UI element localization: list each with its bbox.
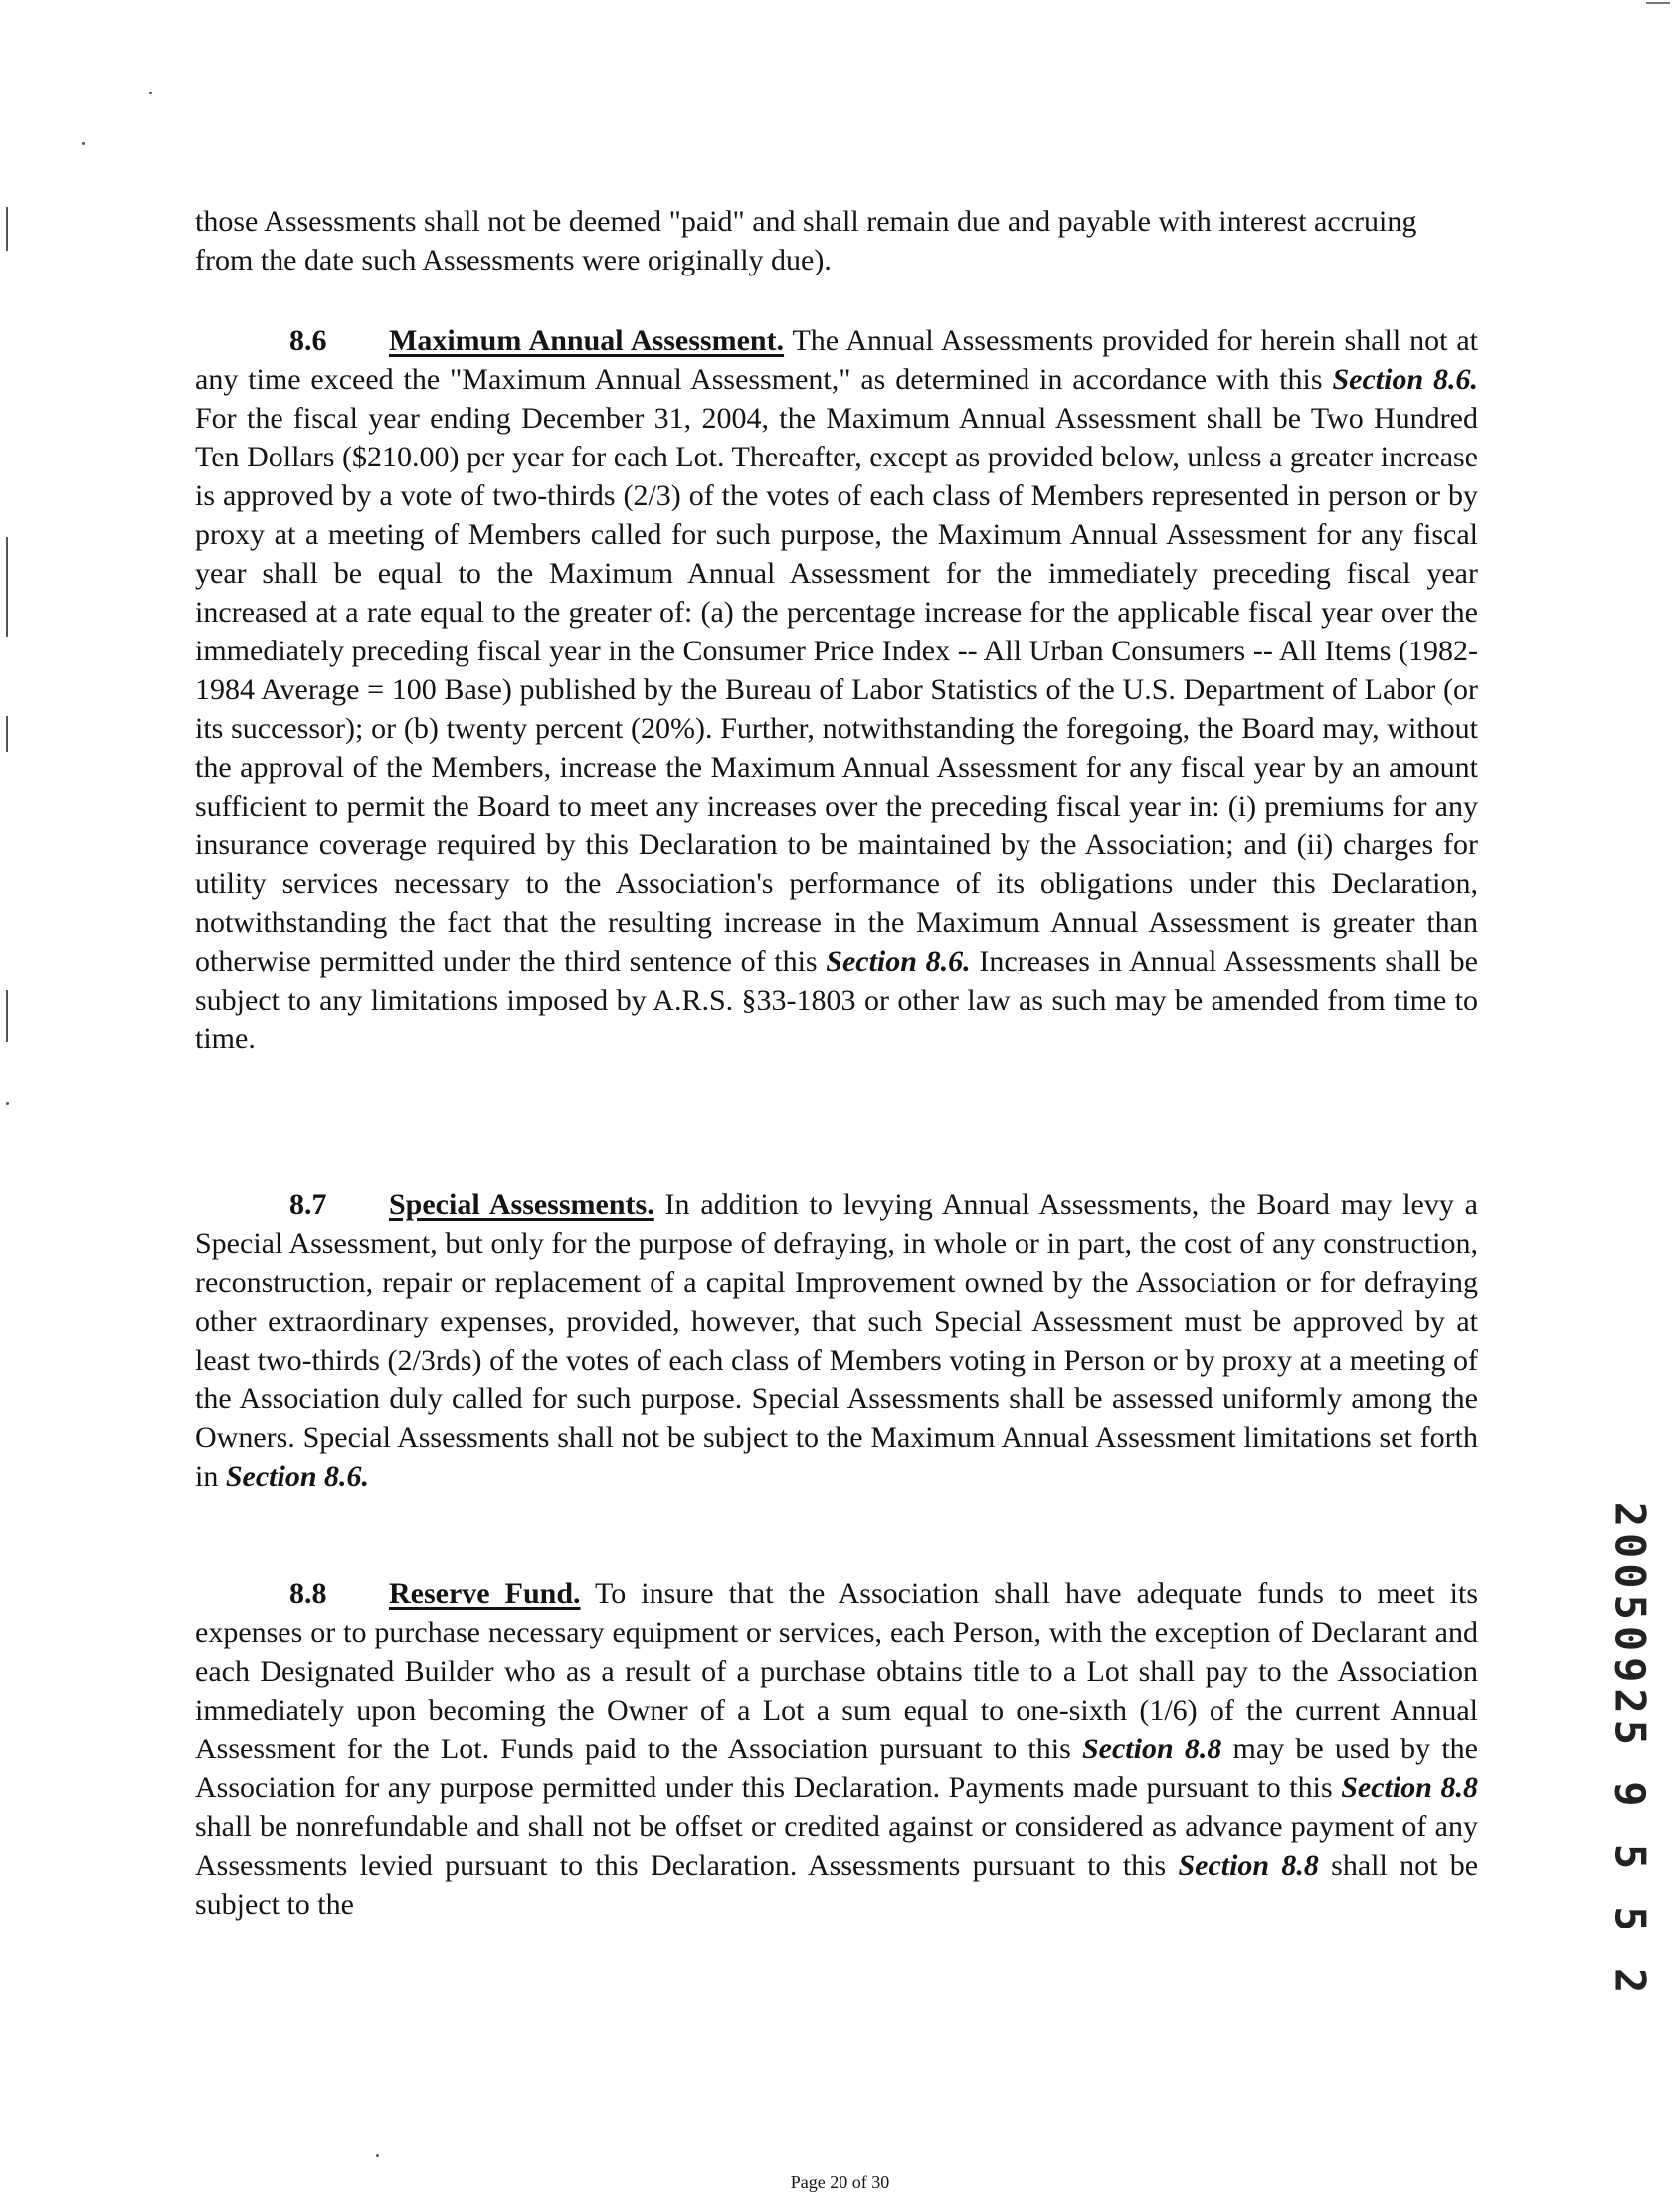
section-reference: Section 8.6. bbox=[1332, 363, 1479, 396]
section-text: may be used by the Association for any purpose permitted under this Declaration. Payments made pursuant to this bbox=[195, 1733, 1478, 1804]
section-reference: Section 8.8 bbox=[1081, 1733, 1222, 1765]
section-title: Reserve Fund. bbox=[389, 1577, 581, 1610]
section-text: Increases in Annual Assessments shall be subject to any limitations imposed by A.R.S. §33-1803 or other law as such may be amended from time to time. bbox=[195, 945, 1478, 1055]
scan-edge-mark bbox=[6, 716, 8, 752]
section-8-7 bbox=[195, 1186, 1478, 1496]
section-8-8-paragraph bbox=[195, 1574, 1478, 1924]
section-number: 8.8 bbox=[289, 1577, 327, 1610]
section-title: Maximum Annual Assessment. bbox=[389, 324, 785, 357]
section-8-7-paragraph bbox=[195, 1186, 1478, 1496]
section-title: Special Assessments. bbox=[389, 1189, 654, 1221]
section-reference: Section 8.6. bbox=[826, 945, 971, 978]
scan-edge-mark bbox=[6, 537, 8, 637]
section-text: shall not be subject to the bbox=[195, 1849, 1479, 1921]
intro-text: those Assessments shall not be deemed "paid" and shall remain due and payable with interest accruing from the date such Assessments were originally due). bbox=[195, 205, 1417, 276]
section-8-8 bbox=[195, 1574, 1478, 1924]
scan-edge-mark bbox=[6, 207, 8, 251]
section-text: In addition to levying Annual Assessments, the Board may levy a Special Assessment, but only for the purpose of defraying, in whole or in part, the cost of any construction, reconstruction, repair or replacement of a capital Improvement owned by the Association or for defraying other extraordinary expenses, provided, however, that such Special Assessment must be approved by at least two-thirds (2/3rds) of the votes of each class of Members voting in Person or by proxy at a meeting of the Association duly called for such purpose. Special Assessments shall be assessed uniformly among the Owners. Special Assessments shall not be subject to the Maximum Annual Assessment limitations set forth in bbox=[195, 1189, 1478, 1493]
section-8-6-paragraph bbox=[195, 321, 1478, 1058]
recording-number-stamp bbox=[1605, 1501, 1655, 2000]
intro-paragraph bbox=[195, 202, 1478, 279]
section-text: shall be nonrefundable and shall not be offset or credited against or considered as advance payment of any Assessments levied pursuant to this Declaration. Assessments pursuant to this bbox=[195, 1810, 1478, 1882]
section-number: 8.7 bbox=[289, 1189, 327, 1221]
scan-speck bbox=[149, 92, 152, 94]
page-footer: Page 20 of 30 bbox=[790, 2172, 890, 2192]
section-number: 8.6 bbox=[289, 324, 327, 357]
section-reference: Section 8.6. bbox=[225, 1460, 370, 1493]
section-text: The Annual Assessments provided for herein shall not at any time exceed the "Maximum Annual Assessment," as determined in accordance with this bbox=[195, 324, 1478, 396]
scan-speck bbox=[376, 2154, 379, 2157]
section-text: To insure that the Association shall have adequate funds to meet its expenses or to purchase necessary equipment or services, each Person, with the exception of Declarant and each Designated Builder who as a result of a purchase obtains title to a Lot shall pay to the Association immediately upon becoming the Owner of a Lot a sum equal to one-sixth (1/6) of the current Annual Assessment for the Lot. Funds paid to the Association pursuant to this bbox=[195, 1577, 1479, 1765]
section-reference: Section 8.8 bbox=[1178, 1849, 1319, 1882]
stamp-text: 20050925 9 5 5 2 bbox=[1605, 1501, 1655, 2000]
scan-speck bbox=[6, 1102, 9, 1105]
section-8-6 bbox=[195, 321, 1478, 1058]
scan-edge-mark bbox=[6, 1005, 8, 1042]
scan-speck bbox=[82, 142, 85, 145]
section-text: For the fiscal year ending December 31, 2004, the Maximum Annual Assessment shall be Two Hundred Ten Dollars ($210.00) per year for each Lot. Thereafter, except as provided below, unless a greater increase is approved by a vote of two-thirds (2/3) of the votes of each class of Members represented in person or by proxy at a meeting of Members called for such purpose, the Maximum Annual Assessment for any fiscal year shall be equal to the Maximum Annual Assessment for the immediately preceding fiscal year increased at a rate equal to the greater of: (a) the percentage increase for the applicable fiscal year over the immediately preceding fiscal year in the Consumer Price Index -- All Urban Consumers -- All Items (1982-1984 Average = 100 Base) published by the Bureau of Labor Statistics of the U.S. Department of Labor (or its successor); or (b) twenty percent (20%). Further, notwithstanding the foregoing, the Board may, without the approval of the Members, increase the Maximum Annual Assessment for any fiscal year by an amount sufficient to permit the Board to meet any increases over the preceding fiscal year in: (i) premiums for any insurance coverage required by this Declaration to be maintained by the Association; and (ii) charges for utility services necessary to the Association's performance of its obligations under this Declaration, notwithstanding the fact that the resulting increase in the Maximum Annual Assessment is greater than otherwise permitted under the third sentence of this bbox=[195, 402, 1478, 978]
section-reference: Section 8.8 bbox=[1341, 1771, 1478, 1804]
scan-corner-mark bbox=[1646, 2, 1670, 4]
